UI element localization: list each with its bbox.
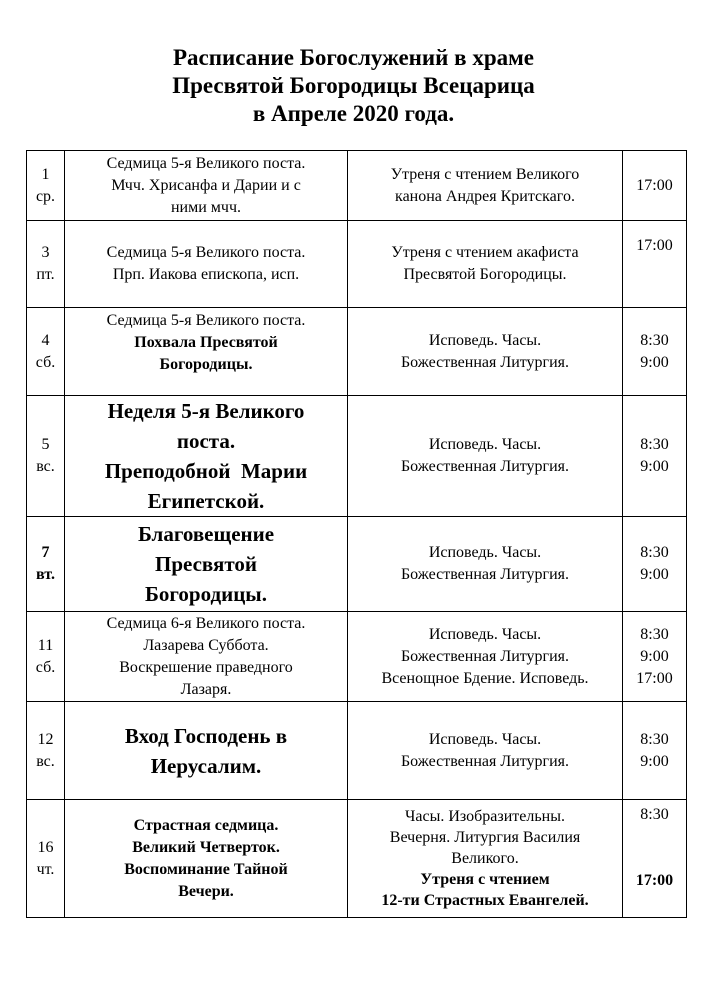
day-number: 11	[37, 636, 54, 654]
service-line: Всенощное Бдение. Исповедь.	[381, 669, 589, 687]
day-number: 1	[41, 165, 50, 183]
day-number: 12	[37, 730, 54, 748]
feast-line: Великий Четверток.	[132, 838, 280, 856]
feast-line: Воспоминание Тайной	[124, 860, 288, 878]
feast-line: Вход Господень в	[124, 723, 288, 748]
service-line: Божественная Литургия.	[400, 566, 570, 583]
table-row	[27, 612, 687, 702]
weekday: вс.	[36, 458, 55, 475]
service-line: Вечерня. Литургия Василия	[389, 829, 581, 846]
service-time: 17:00	[636, 669, 673, 687]
feast-line: Неделя 5-я Великого	[107, 399, 305, 423]
date-cell	[27, 308, 65, 396]
date-cell	[27, 702, 65, 800]
service-cell	[348, 221, 623, 308]
time-cell	[623, 396, 687, 517]
service-line-bold: Утреня с чтением	[420, 871, 550, 888]
schedule-table	[26, 150, 687, 918]
weekday: сб.	[35, 658, 56, 676]
service-cell	[348, 308, 623, 396]
service-line: Божественная Литургия.	[400, 647, 570, 665]
service-cell	[348, 396, 623, 517]
day-number: 5	[41, 436, 50, 453]
service-line: Божественная Литургия.	[400, 458, 570, 475]
service-line-bold: 12-ти Страстных Евангелей.	[381, 892, 589, 909]
page-title	[0, 44, 707, 128]
time-cell	[623, 517, 687, 612]
title-line-2: Пресвятой Богородицы Всецарица	[172, 73, 535, 98]
saint-line: Седмица 6-я Великого поста.	[106, 614, 306, 632]
saint-cell	[65, 308, 348, 396]
saint-cell	[65, 612, 348, 702]
feast-line: Богородицы.	[159, 356, 253, 373]
service-line: канона Андрея Критскаго.	[395, 187, 575, 205]
time-cell	[623, 221, 687, 308]
service-cell	[348, 151, 623, 221]
service-time: 8:30	[640, 436, 669, 453]
time-cell	[623, 308, 687, 396]
service-line: Исповедь. Часы.	[428, 436, 542, 453]
table-row	[27, 396, 687, 517]
feast-line: Преподобной Марии	[104, 459, 308, 483]
time-spacer	[625, 848, 684, 870]
feast-line: поста.	[176, 429, 236, 453]
date-cell	[27, 151, 65, 221]
weekday: чт.	[36, 860, 55, 878]
feast-line: Египетской.	[147, 489, 265, 513]
weekday: вт.	[36, 566, 55, 583]
feast-line: Страстная седмица.	[133, 816, 279, 834]
service-line: Божественная Литургия.	[400, 353, 570, 371]
service-time: 8:30	[640, 625, 669, 643]
service-line: Утреня с чтением Великого	[390, 165, 580, 183]
service-time: 9:00	[640, 566, 669, 583]
weekday: пт.	[36, 266, 55, 283]
service-cell	[348, 800, 623, 918]
service-line: Божественная Литургия.	[400, 752, 570, 770]
table-row	[27, 221, 687, 308]
service-line: Исповедь. Часы.	[428, 625, 542, 643]
time-spacer	[625, 826, 684, 848]
day-number: 7	[41, 544, 50, 561]
service-time: 17:00	[636, 237, 673, 254]
day-number: 3	[41, 244, 50, 261]
saint-cell	[65, 396, 348, 517]
service-time: 9:00	[640, 752, 669, 770]
service-line: Великого.	[451, 850, 519, 867]
saint-cell	[65, 151, 348, 221]
service-time: 8:30	[640, 331, 669, 349]
saint-cell	[65, 800, 348, 918]
table-row	[27, 800, 687, 918]
table-row	[27, 151, 687, 221]
service-time: 17:00	[636, 176, 673, 194]
service-cell	[348, 517, 623, 612]
feast-line: Пресвятой	[155, 552, 257, 576]
weekday: сб.	[35, 353, 56, 371]
feast-line: Вечери.	[178, 882, 234, 900]
date-cell	[27, 612, 65, 702]
date-cell	[27, 517, 65, 612]
saint-line: Лазарева Суббота.	[143, 636, 269, 654]
service-line: Исповедь. Часы.	[428, 331, 542, 349]
service-line: Часы. Изобразительны.	[405, 808, 565, 825]
day-number: 16	[37, 838, 54, 856]
service-line: Исповедь. Часы.	[428, 730, 542, 748]
service-time-bold: 17:00	[635, 872, 674, 889]
service-line: Утреня с чтением акафиста	[391, 244, 579, 261]
saint-line: Прп. Иакова епископа, исп.	[112, 266, 300, 283]
title-line-3: в Апреле 2020 года.	[252, 101, 455, 126]
time-cell	[623, 702, 687, 800]
saint-line: Мчч. Хрисанфа и Дарии и с	[111, 176, 301, 194]
saint-cell	[65, 702, 348, 800]
date-cell	[27, 396, 65, 517]
service-time: 8:30	[640, 730, 669, 748]
date-cell	[27, 221, 65, 308]
day-number: 4	[41, 331, 50, 349]
service-line: Исповедь. Часы.	[428, 544, 542, 561]
saint-cell	[65, 221, 348, 308]
service-cell	[348, 702, 623, 800]
saint-line: Воскрешение праведного	[119, 658, 293, 676]
title-line-1: Расписание Богослужений в храме	[172, 45, 535, 70]
saint-cell	[65, 517, 348, 612]
saint-line: Седмица 5-я Великого поста.	[106, 154, 306, 172]
date-cell	[27, 800, 65, 918]
table-row	[27, 702, 687, 800]
time-cell	[623, 151, 687, 221]
feast-line: Похвала Пресвятой	[134, 334, 278, 351]
table-row	[27, 517, 687, 612]
feast-line: Богородицы.	[145, 582, 267, 606]
saint-line: Седмица 5-я Великого поста.	[106, 312, 306, 329]
service-time: 9:00	[640, 458, 669, 475]
weekday: вс.	[36, 752, 55, 770]
service-line: Пресвятой Богородицы.	[403, 266, 567, 283]
time-cell	[623, 612, 687, 702]
service-time: 9:00	[640, 353, 669, 371]
feast-line: Благовещение	[137, 522, 275, 546]
table-row	[27, 308, 687, 396]
service-cell	[348, 612, 623, 702]
saint-line: Лазаря.	[180, 680, 232, 698]
service-time: 8:30	[640, 544, 669, 561]
saint-line: Седмица 5-я Великого поста.	[106, 244, 306, 261]
time-cell	[623, 800, 687, 918]
service-time: 8:30	[640, 806, 669, 823]
saint-line: ними мчч.	[170, 198, 242, 216]
feast-line: Иерусалим.	[150, 753, 262, 778]
weekday: ср.	[35, 187, 56, 205]
service-time: 9:00	[640, 647, 669, 665]
